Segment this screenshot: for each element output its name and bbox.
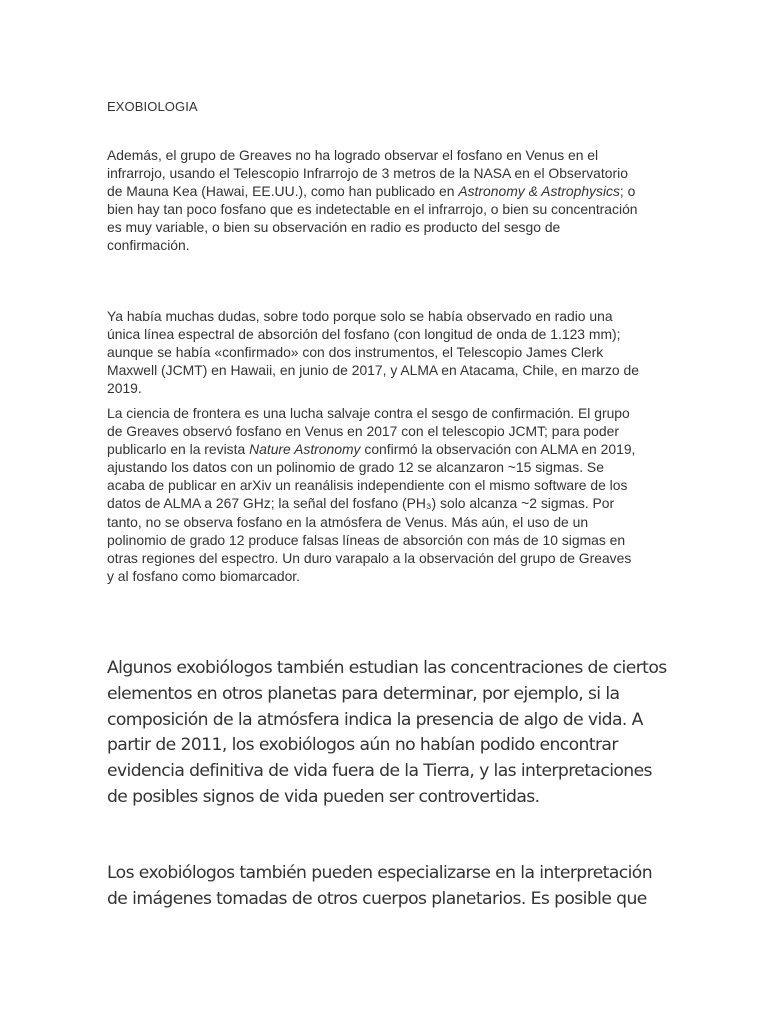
document-heading: EXOBIOLOGIA: [107, 99, 198, 114]
journal-name: Astronomy & Astrophysics: [458, 183, 620, 200]
paragraph-text: ; o bien hay tan poco fosfano que es indetectable en el infrarrojo, o bien su concentración es muy variable, o bien su observación en radio es producto del sesgo de confirmación.: [107, 183, 638, 254]
journal-name: Nature Astronomy: [249, 441, 361, 458]
paragraph-venus-infrared: [107, 146, 642, 255]
paragraph-confirmation-bias: [107, 404, 642, 585]
paragraph-text: Además, el grupo de Greaves no ha logrado observar el fosfano en Venus en el infrarrojo, usando el Telescopio Infrarrojo de 3 metros de la NASA en el Observatorio de Mauna Kea (Hawai, EE.UU.), como han publicado en: [107, 147, 628, 200]
paragraph-text: La ciencia de frontera es una lucha salvaje contra el sesgo de confirmación. El grupo de Greaves observó fosfano en Venus en 2017 con el telescopio JCMT; para poder publicarlo en la revista: [107, 405, 630, 458]
paragraph-exobiologists-images: Los exobiólogos también pueden especializarse en la interpretación de imágenes tomadas de otros cuerpos planetarios. Es posible que: [107, 863, 652, 909]
paragraph-exobiologists-elements: Algunos exobiólogos también estudian las concentraciones de ciertos elementos en otros planetas para determinar, por ejemplo, si la composición de la atmósfera indica la presencia de algo de vida. A partir de 2011, los exobiólogos aún no habían podido encontrar evidencia definitiva de vida fuera de la Tierra, y las interpretaciones de posibles signos de vida pueden ser controvertidas.: [107, 658, 667, 807]
paragraph-text: confirmó la observación con ALMA en 2019, ajustando los datos con un polinomio de grado 12 se alcanzaron ~15 sigmas. Se acaba de publicar en arXiv un reanálisis independiente con el mismo software de los datos de ALMA a 267 GHz; la señal del fosfano (PH₃) solo alcanza ~2 sigmas. Por tanto, no se observa fosfano en la atmósfera de Venus. Más aún, el uso de un polinomio de grado 12 produce falsas líneas de absorción con más de 10 sigmas en otras regiones del espectro. Un duro varapalo a la observación del grupo de Greaves y al fosfano como biomarcador.: [107, 441, 636, 584]
paragraph-radio-doubts: Ya había muchas dudas, sobre todo porque solo se había observado en radio una única línea espectral de absorción del fosfano (con longitud de onda de 1.123 mm); aunque se había «confirmado» con dos instrumentos, el Telescopio James Clerk Maxwell (JCMT) en Hawaii, en junio de 2017, y ALMA en Atacama, Chile, en marzo de 2019.: [107, 308, 639, 397]
